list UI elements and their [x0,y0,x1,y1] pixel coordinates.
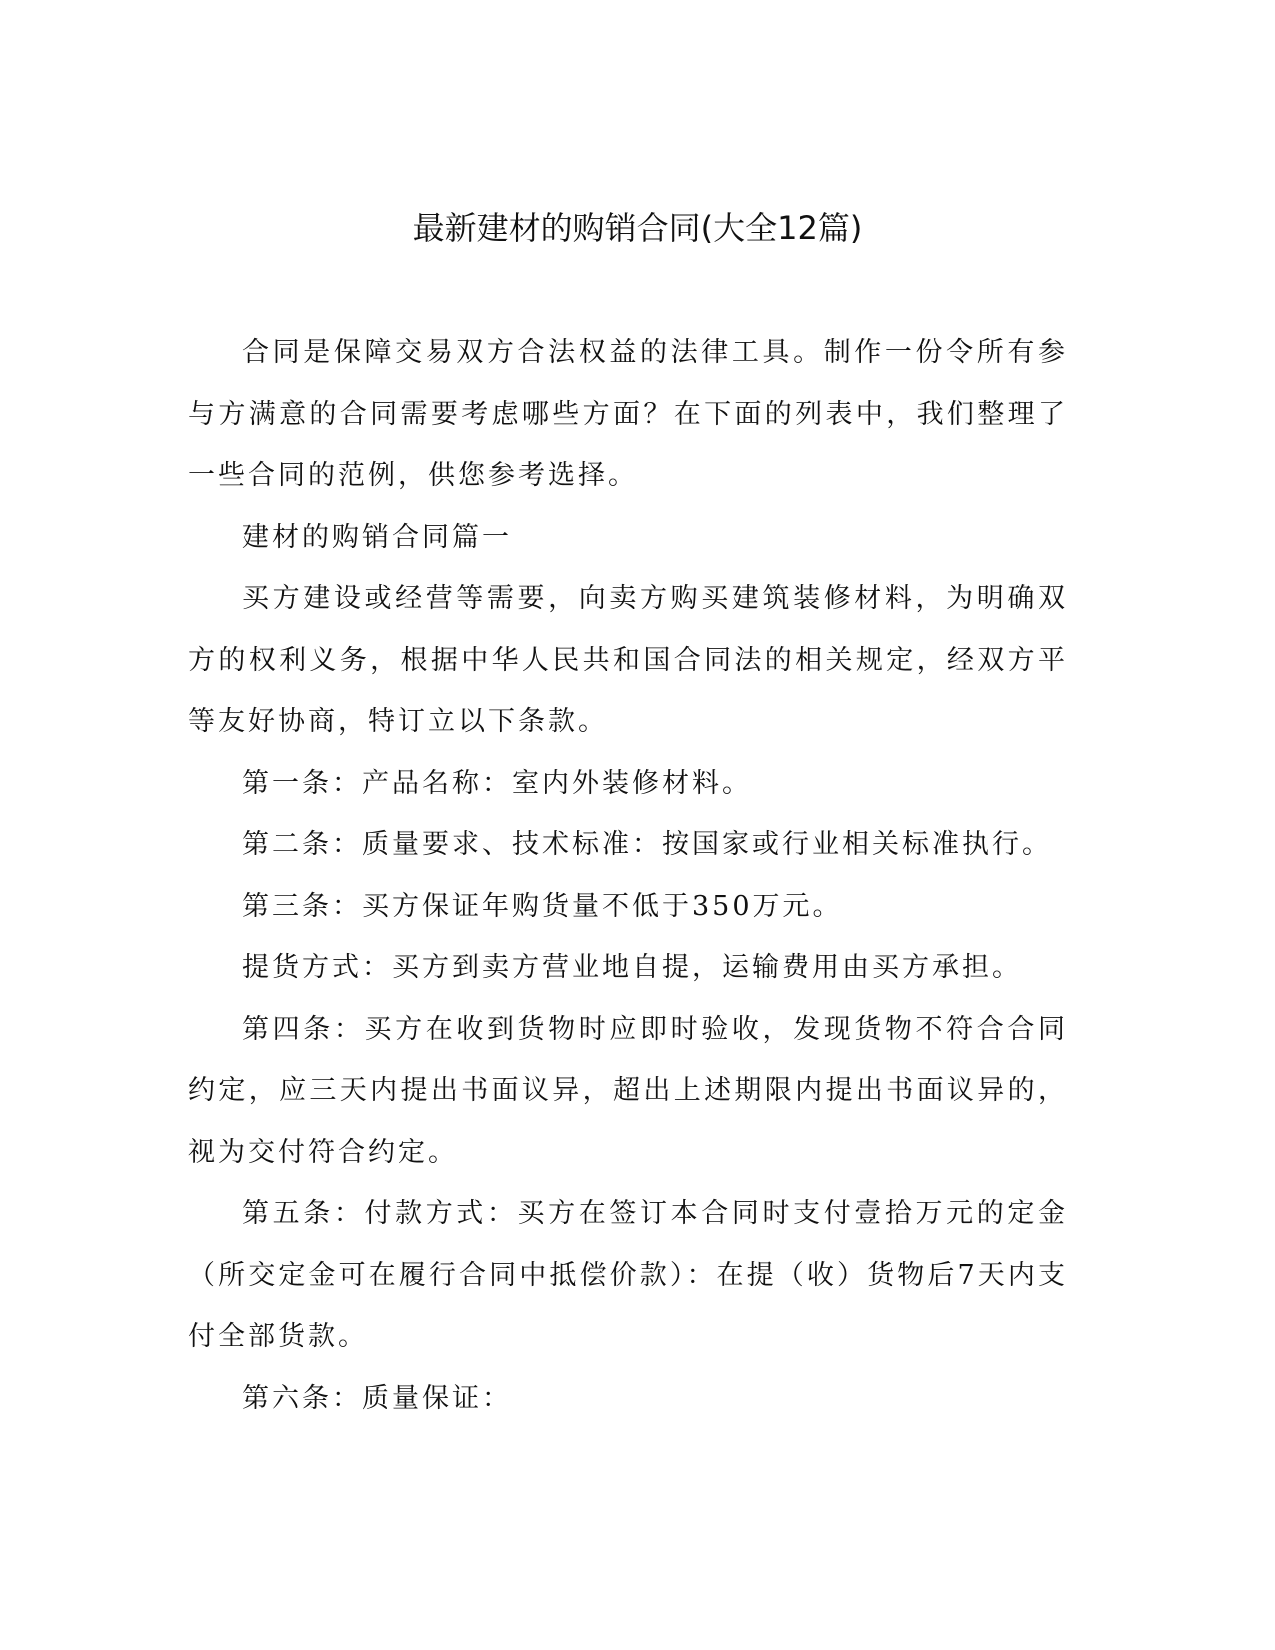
article-2-paragraph: 第二条：质量要求、技术标准：按国家或行业相关标准执行。 [242,829,1052,860]
article-5-paragraph: 第五条：付款方式：买方在签订本合同时支付壹拾万元的定金（所交定金可在履行合同中抵偿价款）：在提（收）货物后7天内支付全部货款。 [188,1198,1068,1352]
document-title: 最新建材的购销合同(大全12篇) [412,209,863,247]
document-body [188,322,1068,1429]
article-6-paragraph: 第六条：质量保证： [242,1382,512,1414]
article-4-paragraph: 第四条：买方在收到货物时应即时验收，发现货物不符合合同约定，应三天内提出书面议异，超出上述期限内提出书面议异的，视为交付符合约定。 [188,1013,1068,1168]
delivery-paragraph: 提货方式：买方到卖方营业地自提，运输费用由买方承担。 [242,952,1022,983]
preamble-paragraph: 买方建设或经营等需要，向卖方购买建筑装修材料，为明确双方的权利义务，根据中华人民共和国合同法的相关规定，经双方平等友好协商，特订立以下条款。 [188,583,1068,737]
article-3-paragraph: 第三条：买方保证年购货量不低于350万元。 [242,890,843,922]
section-heading: 建材的购销合同篇一 [242,521,512,553]
intro-paragraph: 合同是保障交易双方合法权益的法律工具。制作一份令所有参与方满意的合同需要考虑哪些方面？在下面的列表中，我们整理了一些合同的范例，供您参考选择。 [188,337,1068,491]
article-1-paragraph: 第一条：产品名称：室内外装修材料。 [242,767,752,799]
